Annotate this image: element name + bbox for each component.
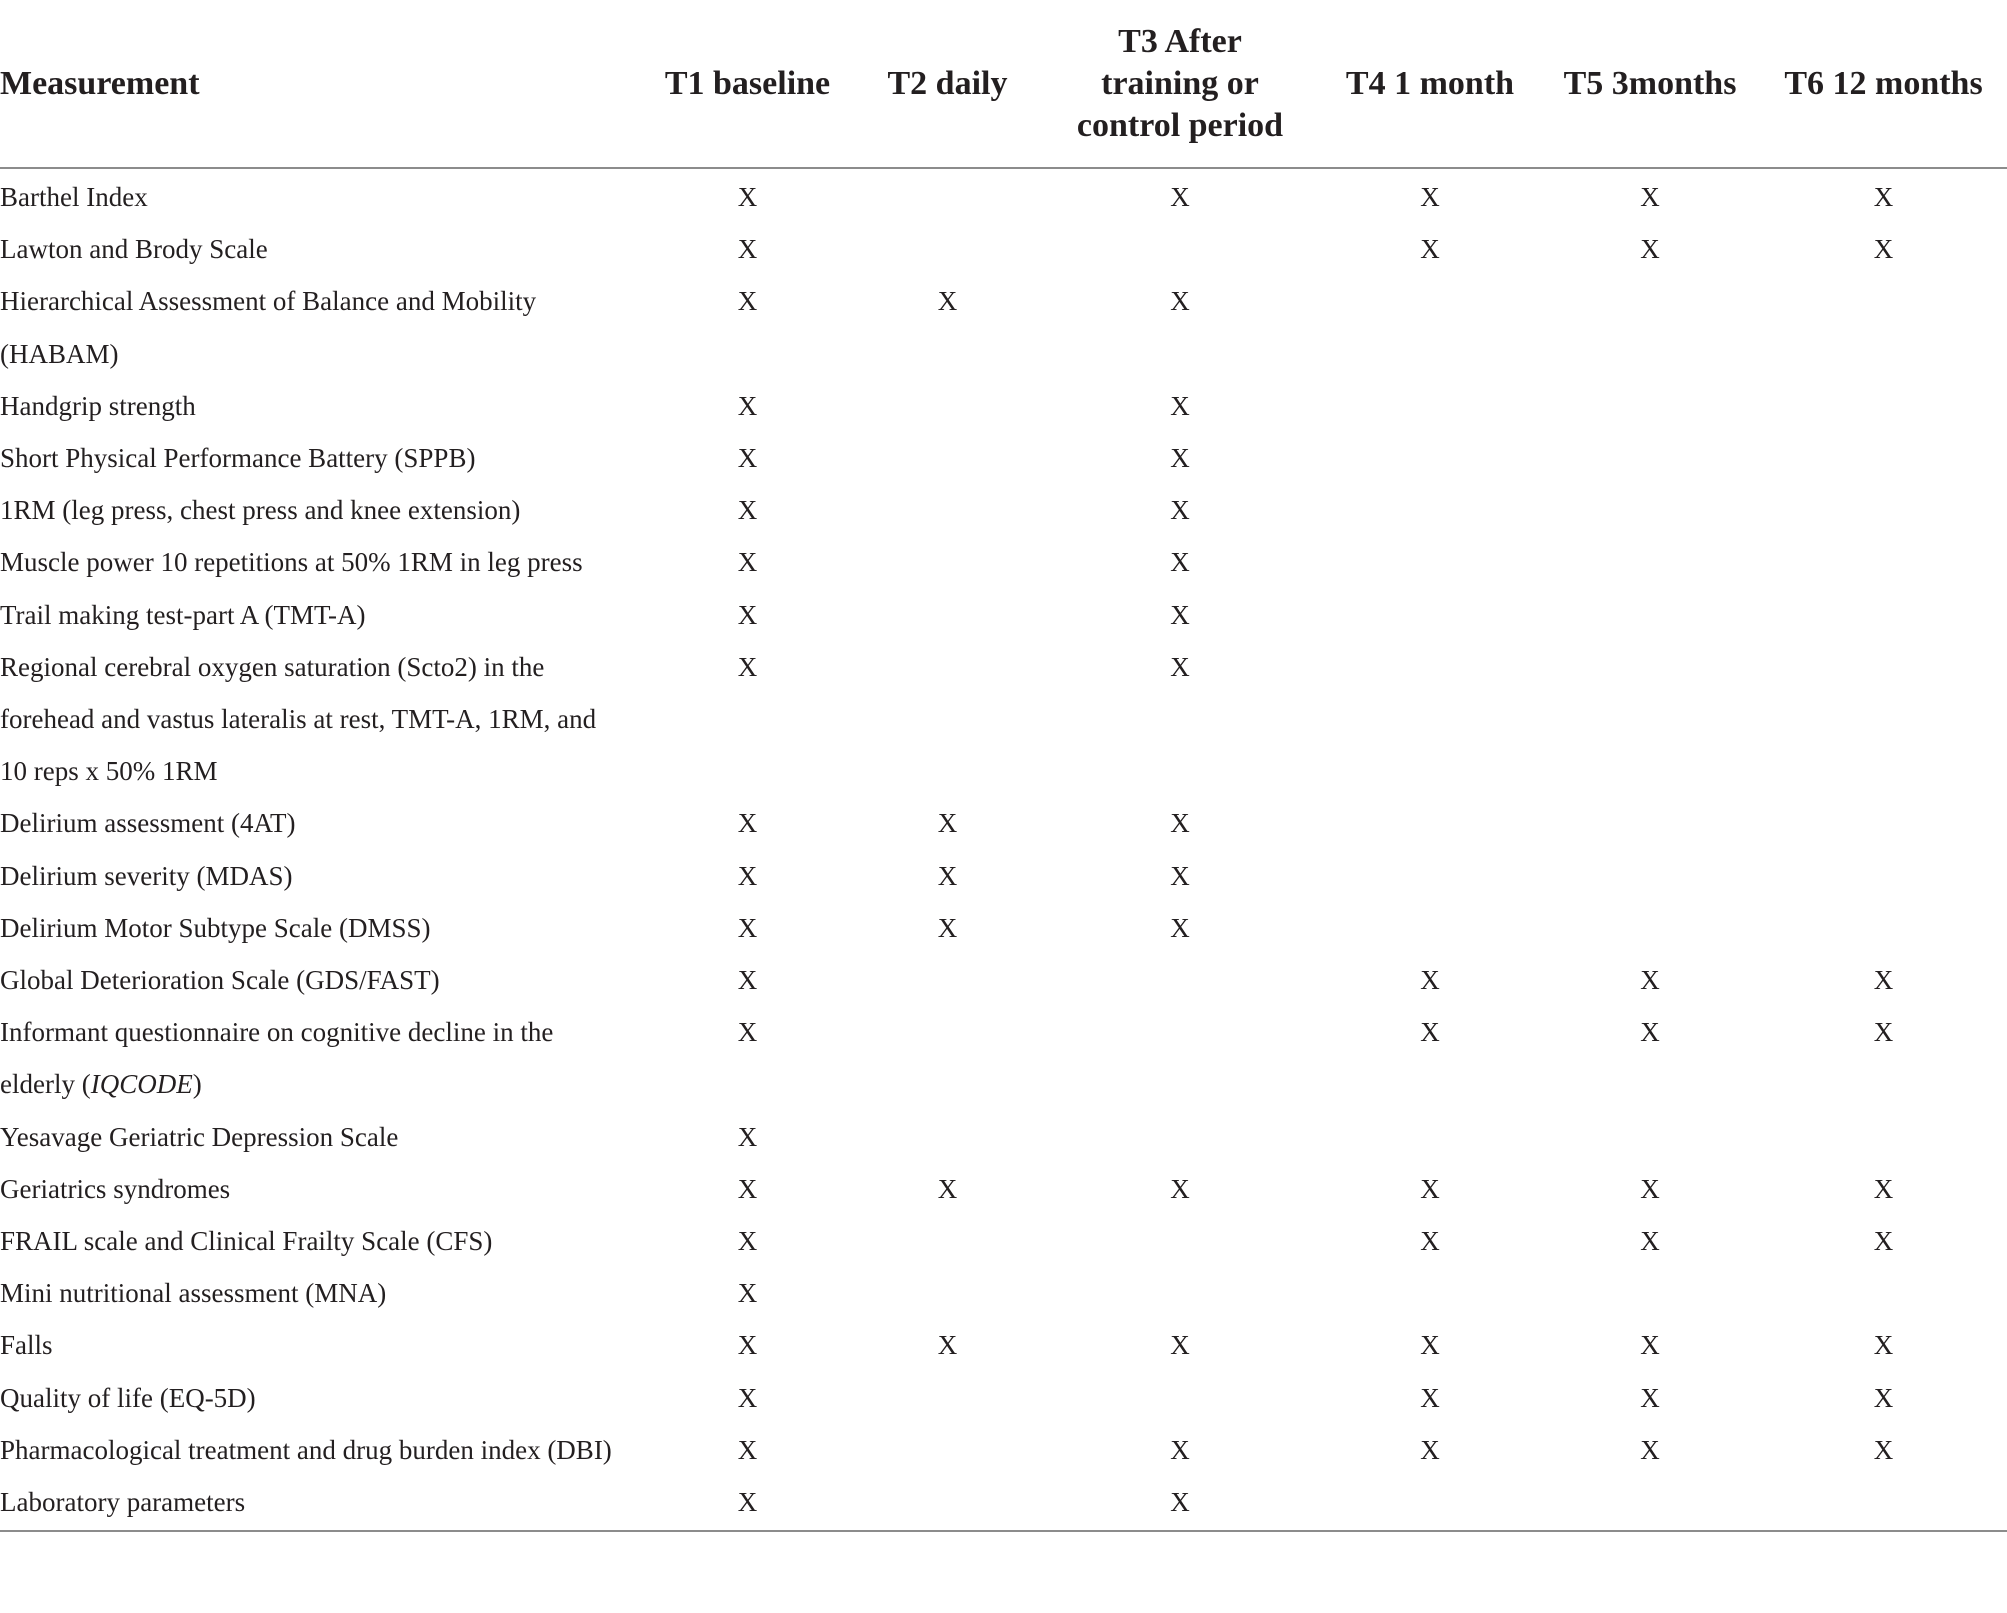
table-row: [0, 1319, 2007, 1371]
measurement-cell: [0, 797, 640, 849]
timepoint-cell-t3: X: [1170, 443, 1190, 474]
timepoint-cell-t2: X: [937, 912, 958, 943]
measurement-cell: [0, 1372, 640, 1424]
table-row: [0, 797, 2007, 849]
measurement-label: Trail making test-part A (TMT-A): [0, 599, 366, 630]
timepoint-cell-t5: [1540, 432, 1760, 484]
timepoint-cell-t1: X: [737, 599, 758, 630]
timepoint-cell-t6: [1760, 432, 2007, 484]
table-header: [0, 0, 2007, 168]
timepoint-cell-t3: X: [1170, 182, 1190, 212]
timepoint-cell-t2: [855, 1476, 1040, 1531]
timepoint-cell-t6: [1760, 380, 2007, 432]
timepoint-cell-t4: [1320, 589, 1540, 641]
table-row: [0, 168, 2007, 223]
timepoint-cell-t4: [1320, 1267, 1540, 1319]
timepoint-cell-t6: X: [1873, 1017, 1894, 1048]
column-header-measurement: Measurement: [0, 0, 640, 168]
timepoint-cell-t3: [1040, 223, 1320, 275]
timepoint-cell-t6: X: [1873, 1330, 1894, 1361]
timepoint-cell-t1: X: [737, 495, 758, 526]
measurement-cell: [0, 275, 640, 379]
timepoint-cell-t6: [1760, 275, 2007, 379]
timepoint-cell-t1: X: [737, 1017, 758, 1048]
table-row: [0, 641, 2007, 798]
timepoint-cell-t2: [855, 484, 1040, 536]
measurement-label: Informant questionnaire on cognitive decline in the elderly (: [0, 1017, 554, 1100]
timepoint-cell-t3: [1040, 1267, 1320, 1319]
timepoint-cell-t2: [855, 168, 1040, 223]
timepoint-cell-t2: [855, 1267, 1040, 1319]
timepoint-cell-t4: [1320, 902, 1540, 954]
timepoint-cell-t5: X: [1640, 1017, 1660, 1048]
measurement-label: Pharmacological treatment and drug burden index (DBI): [0, 1434, 612, 1465]
table-row: [0, 275, 2007, 379]
table-row: [0, 1006, 2007, 1110]
timepoint-cell-t5: X: [1640, 182, 1660, 212]
timepoint-cell-t6: [1760, 641, 2007, 798]
timepoint-cell-t2: [855, 1215, 1040, 1267]
timepoint-cell-t5: [1540, 641, 1760, 798]
table-row: [0, 850, 2007, 902]
timepoint-cell-t3: X: [1170, 1330, 1190, 1361]
measurement-cell: [0, 1476, 640, 1531]
measurement-cell: [0, 589, 640, 641]
timepoint-cell-t5: [1540, 797, 1760, 849]
measurement-cell: [0, 1215, 640, 1267]
measurement-cell: [0, 1006, 640, 1110]
measurement-label: Mini nutritional assessment (MNA): [0, 1278, 387, 1309]
measurement-label: Barthel Index: [0, 182, 148, 212]
timepoint-cell-t3: [1040, 1215, 1320, 1267]
timepoint-cell-t6: X: [1873, 234, 1894, 265]
timepoint-cell-t2: [855, 1372, 1040, 1424]
column-header-t5: T5 3months: [1540, 0, 1760, 168]
measurement-cell: [0, 223, 640, 275]
timepoint-cell-t3: X: [1170, 390, 1190, 421]
timepoint-cell-t2: X: [937, 808, 958, 839]
timepoint-cell-t3: X: [1170, 1434, 1190, 1465]
timepoint-cell-t5: X: [1640, 1226, 1660, 1257]
timepoint-cell-t3: X: [1170, 599, 1190, 630]
timepoint-cell-t1: X: [737, 547, 758, 578]
timepoint-cell-t3: [1040, 1111, 1320, 1163]
table-row: [0, 1372, 2007, 1424]
timepoint-cell-t4: [1320, 380, 1540, 432]
timepoint-cell-t4: [1320, 1476, 1540, 1531]
timepoint-cell-t3: [1040, 954, 1320, 1006]
timepoint-cell-t1: X: [737, 286, 758, 317]
timepoint-cell-t6: [1760, 589, 2007, 641]
measurement-label: Hierarchical Assessment of Balance and Mobility (HABAM): [0, 286, 537, 369]
table-body: [0, 168, 2007, 1531]
measurement-label: Delirium assessment (4AT): [0, 808, 296, 839]
timepoint-cell-t2: [855, 536, 1040, 588]
timepoint-cell-t4: X: [1420, 1226, 1440, 1257]
timepoint-cell-t1: X: [737, 808, 758, 839]
column-header-t6: T6 12 months: [1760, 0, 2007, 168]
table-row: [0, 1111, 2007, 1163]
timepoint-cell-t6: X: [1873, 1173, 1894, 1204]
timepoint-cell-t5: X: [1640, 965, 1660, 996]
timepoint-cell-t5: X: [1640, 1173, 1660, 1204]
table-row: [0, 1424, 2007, 1476]
timepoint-cell-t5: X: [1640, 1382, 1660, 1413]
column-header-t2: T2 daily: [855, 0, 1040, 168]
measurement-cell: [0, 641, 640, 798]
table-row: [0, 589, 2007, 641]
timepoint-cell-t3: X: [1170, 651, 1190, 682]
table-row: [0, 1163, 2007, 1215]
timepoint-cell-t5: X: [1640, 1330, 1660, 1361]
timepoint-cell-t4: X: [1420, 182, 1440, 212]
measurement-label: Muscle power 10 repetitions at 50% 1RM in leg press: [0, 547, 583, 578]
measurement-cell: [0, 1319, 640, 1371]
measurement-cell: [0, 484, 640, 536]
measurement-label: Laboratory parameters: [0, 1487, 246, 1518]
timepoint-cell-t2: X: [937, 286, 958, 317]
timepoint-cell-t4: [1320, 641, 1540, 798]
timepoint-cell-t1: X: [737, 1278, 758, 1309]
measurement-cell: [0, 902, 640, 954]
timepoint-cell-t3: X: [1170, 860, 1190, 891]
measurement-label: Global Deterioration Scale (GDS/FAST): [0, 965, 440, 996]
measurement-label: Quality of life (EQ-5D): [0, 1382, 256, 1413]
timepoint-cell-t2: [855, 223, 1040, 275]
timepoint-cell-t4: X: [1420, 965, 1440, 996]
timepoint-cell-t4: [1320, 432, 1540, 484]
timepoint-cell-t6: X: [1873, 965, 1894, 996]
measurement-label: Handgrip strength: [0, 390, 196, 421]
table-row: [0, 954, 2007, 1006]
measurement-cell: [0, 432, 640, 484]
timepoint-cell-t5: [1540, 484, 1760, 536]
timepoint-cell-t1: X: [737, 1173, 758, 1204]
measurement-label: Geriatrics syndromes: [0, 1173, 231, 1204]
timepoint-cell-t2: [855, 380, 1040, 432]
timepoint-cell-t6: [1760, 797, 2007, 849]
timepoint-cell-t4: [1320, 797, 1540, 849]
timepoint-cell-t3: X: [1170, 912, 1190, 943]
timepoint-cell-t2: X: [937, 1173, 958, 1204]
timepoint-cell-t4: X: [1420, 234, 1440, 265]
timepoint-cell-t2: X: [937, 860, 958, 891]
measurement-cell: [0, 380, 640, 432]
measurement-label-italic: IQCODE: [90, 1069, 193, 1100]
measurement-cell: [0, 850, 640, 902]
table-row: [0, 1267, 2007, 1319]
timepoint-cell-t6: [1760, 1267, 2007, 1319]
table-row: [0, 223, 2007, 275]
timepoint-cell-t4: X: [1420, 1434, 1440, 1465]
timepoint-cell-t1: X: [737, 1382, 758, 1413]
timepoint-cell-t6: X: [1873, 1434, 1894, 1465]
measurement-cell: [0, 168, 640, 223]
timepoint-cell-t4: X: [1420, 1173, 1440, 1204]
timepoint-cell-t5: [1540, 1111, 1760, 1163]
timepoint-cell-t5: [1540, 589, 1760, 641]
timepoint-cell-t4: X: [1420, 1017, 1440, 1048]
timepoint-cell-t6: [1760, 902, 2007, 954]
table-row: [0, 380, 2007, 432]
timepoint-cell-t2: [855, 954, 1040, 1006]
timepoint-cell-t5: [1540, 902, 1760, 954]
timepoint-cell-t2: [855, 1424, 1040, 1476]
timepoint-cell-t3: X: [1170, 547, 1190, 578]
timepoint-cell-t5: [1540, 275, 1760, 379]
measurement-cell: [0, 954, 640, 1006]
measurement-cell: [0, 1163, 640, 1215]
timepoint-cell-t6: X: [1873, 1382, 1894, 1413]
timepoint-cell-t6: [1760, 484, 2007, 536]
timepoint-cell-t1: X: [737, 234, 758, 265]
measurement-label: Short Physical Performance Battery (SPPB): [0, 443, 476, 474]
timepoint-cell-t4: X: [1420, 1330, 1440, 1361]
timepoint-cell-t1: X: [737, 443, 758, 474]
table-row: [0, 432, 2007, 484]
timepoint-cell-t1: X: [737, 1330, 758, 1361]
timepoint-cell-t2: [855, 589, 1040, 641]
timepoint-cell-t3: X: [1170, 495, 1190, 526]
timepoint-cell-t2: [855, 641, 1040, 798]
timepoint-cell-t3: X: [1170, 1173, 1190, 1204]
timepoint-cell-t6: [1760, 536, 2007, 588]
measurement-cell: [0, 1111, 640, 1163]
measurement-label: Delirium Motor Subtype Scale (DMSS): [0, 912, 431, 943]
timepoint-cell-t2: [855, 1006, 1040, 1110]
measurement-label: Falls: [0, 1330, 53, 1361]
timepoint-cell-t4: [1320, 850, 1540, 902]
timepoint-cell-t3: X: [1170, 808, 1190, 839]
measurement-label: 1RM (leg press, chest press and knee extension): [0, 495, 521, 526]
timepoint-cell-t4: [1320, 275, 1540, 379]
timepoint-cell-t2: [855, 432, 1040, 484]
table-row: [0, 1215, 2007, 1267]
header-row: [0, 0, 2007, 168]
timepoint-cell-t5: [1540, 536, 1760, 588]
timepoint-cell-t6: [1760, 1476, 2007, 1531]
column-header-t4: T4 1 month: [1320, 0, 1540, 168]
measurement-label-tail: ): [192, 1069, 202, 1100]
timepoint-cell-t6: X: [1873, 1226, 1894, 1257]
timepoint-cell-t3: X: [1170, 286, 1190, 317]
measurement-cell: [0, 536, 640, 588]
timepoint-cell-t5: [1540, 1267, 1760, 1319]
measurement-label: Lawton and Brody Scale: [0, 234, 268, 265]
timepoint-cell-t1: X: [737, 1121, 758, 1152]
measurement-label: Delirium severity (MDAS): [0, 860, 293, 891]
table-row: [0, 1476, 2007, 1531]
timepoint-cell-t3: [1040, 1372, 1320, 1424]
measurement-label: Yesavage Geriatric Depression Scale: [0, 1121, 399, 1152]
timepoint-cell-t4: [1320, 484, 1540, 536]
timepoint-cell-t1: X: [737, 860, 758, 891]
timepoint-cell-t4: X: [1420, 1382, 1440, 1413]
timepoint-cell-t3: [1040, 1006, 1320, 1110]
timepoint-cell-t5: [1540, 380, 1760, 432]
measurement-label: FRAIL scale and Clinical Frailty Scale (CFS): [0, 1226, 493, 1257]
column-header-t3: T3 After training or control period: [1040, 0, 1320, 168]
timepoint-cell-t4: [1320, 1111, 1540, 1163]
timepoint-cell-t1: X: [737, 390, 758, 421]
measurement-cell: [0, 1267, 640, 1319]
timepoint-cell-t5: X: [1640, 234, 1660, 265]
timepoint-cell-t1: X: [737, 1226, 758, 1257]
timepoint-cell-t1: X: [737, 182, 758, 212]
timepoint-cell-t5: [1540, 850, 1760, 902]
timepoint-cell-t1: X: [737, 651, 758, 682]
column-header-t1: T1 baseline: [640, 0, 855, 168]
measurement-label: Regional cerebral oxygen saturation (Scto2) in the forehead and vastus lateralis at rest, TMT-A, 1RM, and 10 reps x 50% 1RM: [0, 651, 597, 787]
table-row: [0, 536, 2007, 588]
timepoint-cell-t1: X: [737, 912, 758, 943]
timepoint-cell-t2: [855, 1111, 1040, 1163]
table-row: [0, 484, 2007, 536]
timepoint-cell-t1: X: [737, 965, 758, 996]
measurement-cell: [0, 1424, 640, 1476]
timepoint-cell-t2: X: [937, 1330, 958, 1361]
timepoint-cell-t1: X: [640, 1476, 855, 1531]
table-row: [0, 902, 2007, 954]
timepoint-cell-t1: X: [737, 1434, 758, 1465]
timepoint-cell-t3: X: [1040, 1476, 1320, 1531]
timepoint-cell-t6: X: [1873, 182, 1894, 212]
timepoint-cell-t4: [1320, 536, 1540, 588]
timepoint-cell-t6: [1760, 850, 2007, 902]
timepoint-cell-t6: [1760, 1111, 2007, 1163]
timepoint-cell-t5: [1540, 1476, 1760, 1531]
timepoint-cell-t5: X: [1640, 1434, 1660, 1465]
